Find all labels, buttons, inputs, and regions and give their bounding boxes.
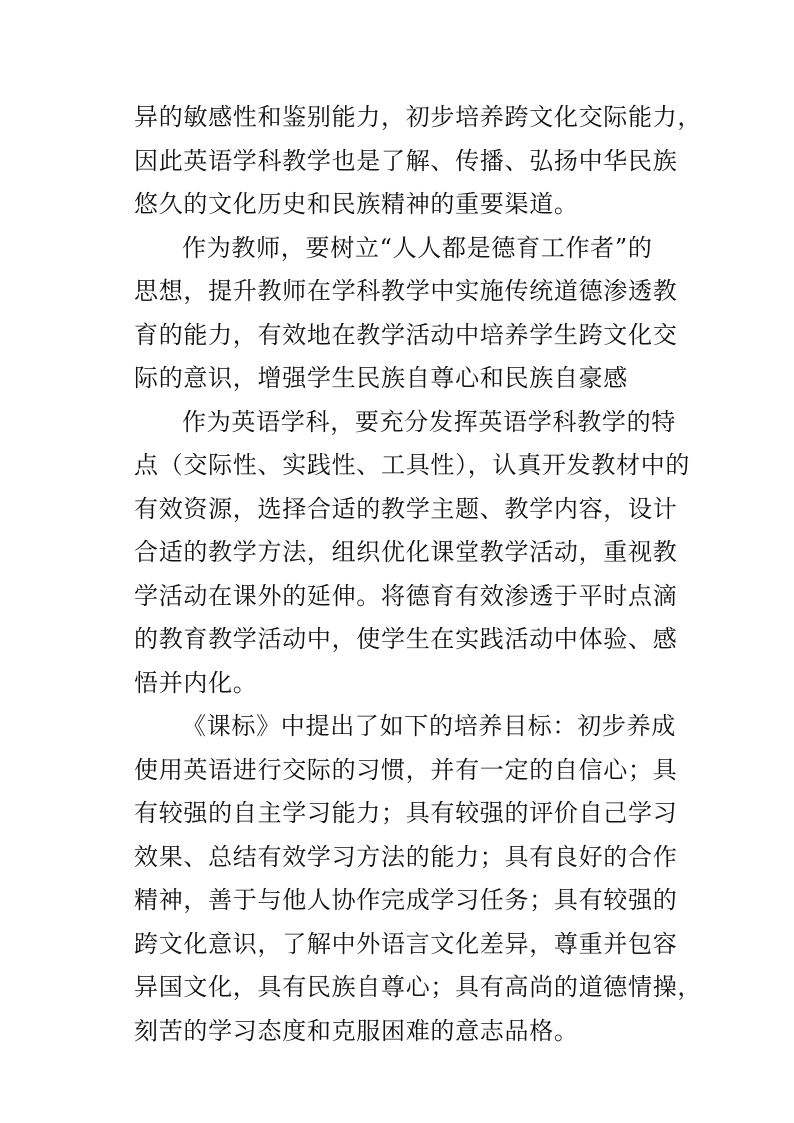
text-line: 有较强的自主学习能力；具有较强的评价自己学习 (134, 799, 678, 827)
text-line: 合适的教学方法，组织优化课堂教学活动，重视教 (134, 538, 678, 566)
text-line: 思想，提升教师在学科教学中实施传统道德渗透教 (134, 277, 678, 305)
text-line: 因此英语学科教学也是了解、传播、弘扬中华民族 (134, 146, 678, 175)
text-line: 悟并内化。 (134, 668, 258, 697)
text-line: 悠久的文化历史和民族精神的重要渠道。 (134, 190, 579, 218)
text-line: 使用英语进行交际的习惯，并有一定的自信心；具 (134, 755, 678, 784)
paragraph-first-line: 《课标》中提出了如下的培养目标：初步养成 (182, 712, 676, 740)
text-line: 际的意识，增强学生民族自尊心和民族自豪感 (134, 364, 628, 392)
paragraph-first-line: 作为英语学科，要充分发挥英语学科教学的特 (182, 407, 676, 436)
text-line: 效果、总结有效学习方法的能力；具有良好的合作 (134, 842, 678, 871)
text-line: 刻苦的学习态度和克服困难的意志品格。 (134, 1016, 579, 1045)
text-line: 精神，善于与他人协作完成学习任务；具有较强的 (134, 886, 678, 914)
text-line: 跨文化意识，了解中外语言文化差异，尊重并包容 (134, 929, 678, 958)
body-text (134, 96, 703, 1053)
text-line: 的教育教学活动中，使学生在实践活动中体验、感 (134, 625, 678, 653)
text-line: 有效资源，选择合适的教学主题、教学内容，设计 (134, 494, 678, 523)
paragraph-first-line: 作为教师，要树立“人人都是德育工作者”的 (182, 233, 653, 262)
text-line: 异的敏感性和鉴别能力，初步培养跨文化交际能力， (134, 103, 703, 131)
text-line: 学活动在课外的延伸。将德育有效渗透于平时点滴 (134, 581, 678, 610)
text-line: 异国文化，具有民族自尊心；具有高尚的道德情操， (134, 973, 703, 1001)
text-line: 点（交际性、实践性、工具性），认真开发教材中的 (134, 451, 691, 479)
text-line: 育的能力，有效地在教学活动中培养学生跨文化交 (134, 320, 678, 349)
